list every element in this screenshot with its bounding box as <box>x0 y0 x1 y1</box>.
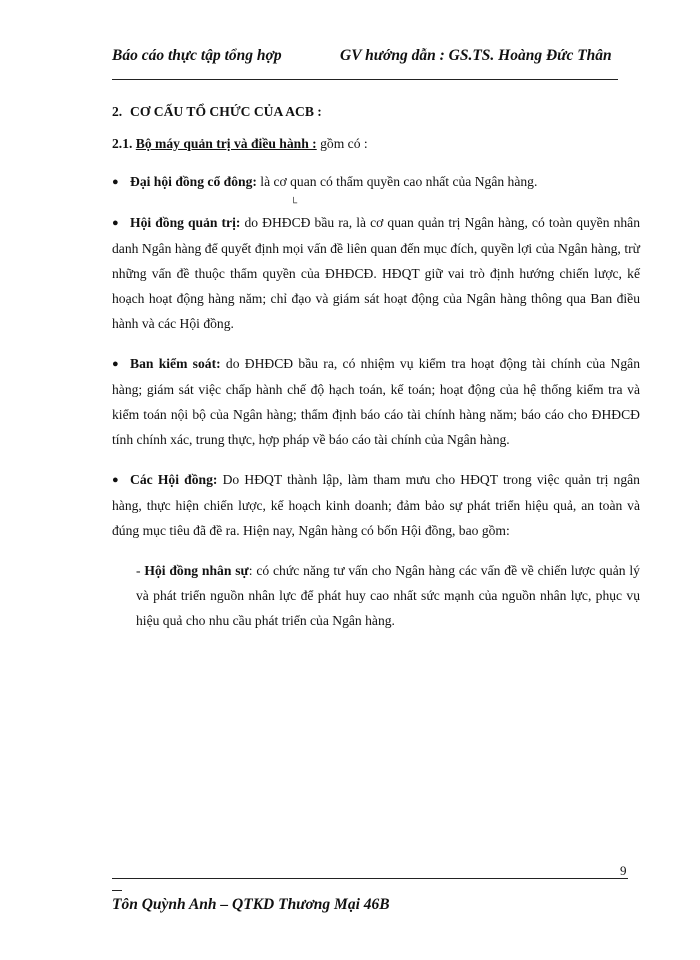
bullet-term: Các Hội đồng: <box>130 472 218 487</box>
sub-item-term: Hội đồng nhân sự <box>144 563 249 578</box>
section-heading <box>112 104 640 120</box>
bullet-text: là cơ quan có thẩm quyền cao nhất của Ngân hàng. <box>256 174 538 189</box>
page-header <box>112 47 642 65</box>
sub-item <box>136 558 640 633</box>
bullet-item <box>112 351 640 452</box>
bullet-icon: ● <box>112 217 119 229</box>
bullet-term: Ban kiểm soát: <box>130 356 221 371</box>
bullet-text: do ĐHĐCĐ bầu ra, có nhiệm vụ kiểm tra hoạt động tài chính của Ngân hàng; giám sát việc chấp hành chế độ hạch toán, kế toán; hoạt động của hệ thống kiểm tra và kiểm toán nội bộ của Ngân hàng; thẩm định báo cáo tài chính hàng năm; báo cáo cho ĐHĐCĐ tính chính xác, trung thực, hợp pháp về báo cáo tài chính của Ngân hàng. <box>112 356 640 447</box>
page-number: 9 <box>620 863 627 878</box>
sub-item-dash: - <box>136 563 145 578</box>
section-title: CƠ CẤU TỔ CHỨC CỦA ACB : <box>130 104 322 119</box>
footer-rule <box>112 878 628 879</box>
bullet-icon: ● <box>112 474 119 486</box>
subsection-title: Bộ máy quản trị và điều hành : <box>135 136 317 151</box>
bullet-item <box>112 169 640 195</box>
bullet-icon: ● <box>112 358 119 370</box>
bullet-icon: ● <box>112 176 119 188</box>
bullet-term: Đại hội đồng cổ đông: <box>130 174 257 189</box>
subsection-number: 2.1. <box>112 136 133 151</box>
bullet-term: Hội đồng quản trị: <box>130 215 241 230</box>
subsection-suffix: gồm có : <box>316 136 368 151</box>
section-number: 2. <box>112 104 123 119</box>
footer-short-rule <box>112 890 122 891</box>
field-mark-icon: └ <box>290 198 298 209</box>
bullet-item <box>112 467 640 543</box>
report-title: Báo cáo thực tập tổng hợp <box>112 47 282 64</box>
bullet-item <box>112 210 640 336</box>
author-line: Tôn Quỳnh Anh – QTKD Thương Mại 46B <box>112 896 390 913</box>
subsection-heading <box>112 136 640 152</box>
supervisor-line: GV hướng dẫn : GS.TS. Hoàng Đức Thân <box>340 47 612 64</box>
header-rule <box>112 79 618 80</box>
bullet-text: Do HĐQT thành lập, làm tham mưu cho HĐQT trong việc quản trị ngân hàng, thực hiện chiến lược, kế hoạch kinh doanh; đảm bảo sự phát triển hiệu quả, an toàn và đúng mục tiêu đã đề ra. Hiện nay, Ngân hàng có bốn Hội đồng, bao gồm: <box>112 472 640 538</box>
bullet-text: do ĐHĐCĐ bầu ra, là cơ quan quản trị Ngân hàng, có toàn quyền nhân danh Ngân hàng để quyết định mọi vấn đề liên quan đến mục đích, quyền lợi của Ngân hàng, trừ những vấn đề thuộc thẩm quyền của ĐHĐCĐ. HĐQT giữ vai trò định hướng chiến lược, kế hoạch hoạt động hàng năm; chỉ đạo và giám sát hoạt động của Ngân hàng thông qua Ban điều hành và các Hội đồng. <box>112 215 640 331</box>
document-body <box>112 104 640 633</box>
sub-item-text: : có chức năng tư vấn cho Ngân hàng các vấn đề về chiến lược quản lý và phát triển nguồn nhân lực để phát huy cao nhất sức mạnh của nguồn nhân lực, phục vụ hiệu quả cho nhu cầu phát triển của Ngân hàng. <box>136 563 640 628</box>
